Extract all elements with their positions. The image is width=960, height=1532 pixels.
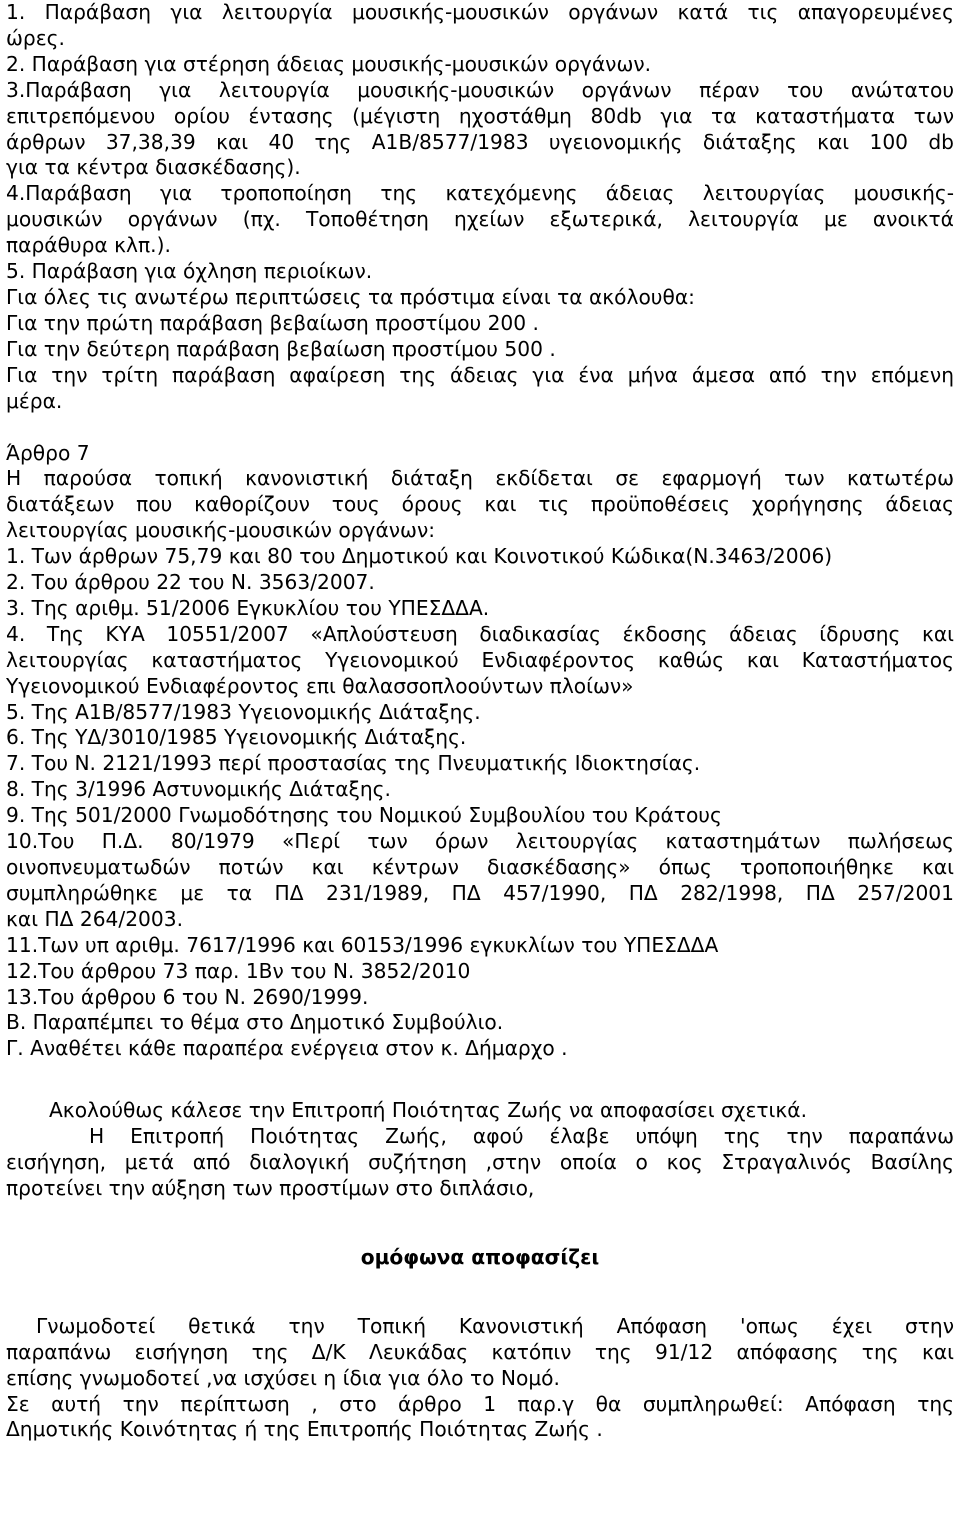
spacer: [6, 1202, 954, 1245]
article-line-15: 10.Του Π.Δ. 80/1979 «Περί των όρων λειτουργίας καταστημάτων πωλήσεως: [6, 829, 954, 854]
article-line-22: Β. Παραπέμπει το θέμα στο Δημοτικό Συμβούλιο.: [6, 1010, 504, 1035]
article-line-13: 8. Της 3/1996 Αστυνομικής Διάταξης.: [6, 777, 391, 802]
closing-line-5: Δημοτικής Κοινότητας ή της Επιτροπής Ποιότητας Ζωής .: [6, 1417, 603, 1442]
article-line-1: Η παρούσα τοπική κανονιστική διάταξη εκδίδεται σε εφαρμογή των κατωτέρω: [6, 466, 954, 491]
violations-list: [6, 0, 954, 415]
article-line-8: λειτουργίας καταστήματος Υγειονομικού Ενδιαφέροντος καθώς και Καταστήματος: [6, 647, 954, 672]
closing-line-1: Γνωμοδοτεί θετικά την Τοπική Κανονιστική Απόφαση 'οπως έχει στην: [36, 1313, 954, 1338]
spacer: [6, 1062, 954, 1098]
committee-line-1: Ακολούθως κάλεσε την Επιτροπή Ποιότητας Ζωής να αποφασίσει σχετικά.: [49, 1098, 807, 1123]
closing-line-4: Σε αυτή την περίπτωση , στο άρθρο 1 παρ.γ θα συμπληρωθεί: Απόφαση της: [6, 1391, 954, 1416]
article-line-4: 1. Των άρθρων 75,79 και 80 του Δημοτικού και Κοινοτικού Κώδικα(Ν.3463/2006): [6, 544, 833, 569]
article-line-3: λειτουργίας μουσικής-μουσικών οργάνων:: [6, 518, 436, 543]
violation-line-16: μέρα.: [6, 388, 63, 413]
article-line-14: 9. Της 501/2000 Γνωμοδότησης του Νομικού Συμβουλίου του Κράτους: [6, 803, 722, 828]
violation-line-3: 2. Παράβαση για στέρηση άδειας μουσικής-μουσικών οργάνων.: [6, 51, 652, 76]
violation-line-12: Για όλες τις ανωτέρω περιπτώσεις τα πρόστιμα είναι τα ακόλουθα:: [6, 284, 695, 309]
article-line-9: Υγειονομικού Ενδιαφέροντος επι θαλασσοπλοούντων πλοίων»: [6, 673, 634, 698]
violation-line-15: Για την τρίτη παράβαση αφαίρεση της άδειας για ένα μήνα άμεσα από την επόμενη: [6, 362, 954, 387]
violation-line-13: Για την πρώτη παράβαση βεβαίωση προστίμου 200 .: [6, 310, 539, 335]
article-line-20: 12.Του άρθρου 73 παρ. 1Βν του Ν. 3852/2010: [6, 958, 471, 983]
committee-line-2: Η Επιτροπή Ποιότητας Ζωής, αφού έλαβε υπόψη της την παραπάνω: [89, 1124, 954, 1149]
violation-line-9: μουσικών οργάνων (πχ. Τοποθέτηση ηχείων εξωτερικά, λειτουργία με ανοικτά: [6, 207, 954, 232]
violation-line-2: ώρες.: [6, 25, 65, 50]
violation-line-10: παράθυρα κλπ.).: [6, 233, 171, 258]
article-line-11: 6. Της ΥΔ/3010/1985 Υγειονομικής Διάταξης.: [6, 725, 467, 750]
violation-line-5: επιτρεπόμενου ορίου έντασης (μέγιστη ηχοστάθμη 80db για τα καταστήματα των: [6, 103, 954, 128]
article-line-17: συμπληρώθηκε με τα ΠΔ 231/1989, ΠΔ 457/1990, ΠΔ 282/1998, ΠΔ 257/2001: [6, 880, 954, 905]
article-body: [6, 466, 954, 1062]
closing-line-3: επίσης γνωμοδοτεί ,να ισχύσει η ίδια για όλο το Νομό.: [6, 1365, 560, 1390]
violation-line-14: Για την δεύτερη παράβαση βεβαίωση προστίμου 500 .: [6, 336, 556, 361]
article-line-7: 4. Της ΚΥΑ 10551/2007 «Απλούστευση διαδικασίας έκδοσης άδειας ίδρυσης και: [6, 621, 954, 646]
article-line-10: 5. Της Α1Β/8577/1983 Υγειονομικής Διάταξης.: [6, 699, 481, 724]
article-line-5: 2. Του άρθρου 22 του Ν. 3563/2007.: [6, 570, 375, 595]
committee-line-3: εισήγηση, μετά από διαλογική συζήτηση ,στην οποία ο κος Στραγαλινός Βασίλης: [6, 1150, 954, 1175]
violation-line-6: άρθρων 37,38,39 και 40 της Α1Β/8577/1983 υγειονομικής διάταξης και 100 db: [6, 129, 954, 154]
spacer: [6, 415, 954, 441]
article-line-23: Γ. Αναθέτει κάθε παραπέρα ενέργεια στον κ. Δήμαρχο .: [6, 1036, 568, 1061]
violation-line-1: 1. Παράβαση για λειτουργία μουσικής-μουσικών οργάνων κατά τις απαγορευμένες: [6, 0, 954, 24]
violation-line-4: 3.Παράβαση για λειτουργία μουσικής-μουσικών οργάνων πέραν του ανώτατου: [6, 77, 954, 102]
article-line-2: διατάξεων που καθορίζουν τους όρους και τις προϋποθέσεις χορήγησης άδειας: [6, 492, 954, 517]
closing-line-2: παραπάνω εισήγηση της Δ/Κ Λευκάδας κατόπιν της 91/12 απόφασης της και: [6, 1339, 954, 1364]
committee-line-4: προτείνει την αύξηση των προστίμων στο διπλάσιο,: [6, 1175, 535, 1200]
article-line-18: και ΠΔ 264/2003.: [6, 906, 183, 931]
spacer: [6, 1271, 954, 1314]
violation-line-7: για τα κέντρα διασκέδασης).: [6, 155, 301, 180]
violation-line-11: 5. Παράβαση για όχληση περιοίκων.: [6, 259, 373, 284]
article-line-19: 11.Των υπ αριθμ. 7617/1996 και 60153/1996 εγκυκλίων του ΥΠΕΣΔΔΑ: [6, 932, 719, 957]
violation-line-8: 4.Παράβαση για τροποποίηση της κατεχόμενης άδειας λειτουργίας μουσικής-: [6, 181, 954, 206]
article-line-21: 13.Του άρθρου 6 του Ν. 2690/1999.: [6, 984, 369, 1009]
article-title: Άρθρο 7: [6, 440, 90, 465]
decision-heading: ομόφωνα αποφασίζει: [360, 1244, 600, 1269]
article-line-16: οινοπνευματωδών ποτών και κέντρων διασκέδασης» όπως τροποποιήθηκε και: [6, 855, 954, 879]
article-line-12: 7. Του Ν. 2121/1993 περί προστασίας της Πνευματικής Ιδιοκτησίας.: [6, 751, 701, 776]
article-line-6: 3. Της αριθμ. 51/2006 Εγκυκλίου του ΥΠΕΣΔΔΑ.: [6, 595, 490, 620]
